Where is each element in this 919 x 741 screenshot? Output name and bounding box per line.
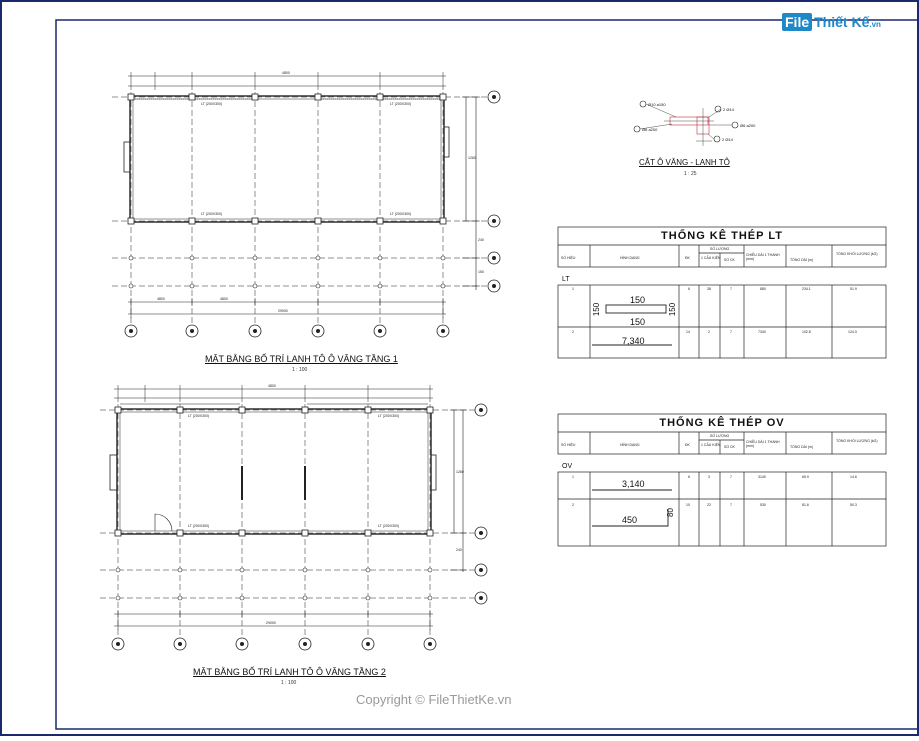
table-lt-header: HÌNH DẠNG <box>620 256 640 260</box>
section-rebar-label: 2 Ø14 <box>723 107 734 112</box>
logo-file-text: File <box>782 13 812 31</box>
section-title: CẮT Ô VĂNG - LANH TÔ <box>639 158 730 167</box>
table-lt-cell-no: 2 <box>572 330 574 334</box>
table-ov-header: SỐ LƯỢNG <box>710 434 730 438</box>
plan-1-bay-dim: 4800 <box>282 71 290 75</box>
plan-1-bay-dim: 4800 <box>157 297 165 301</box>
table-lt-cell-qty: 38 <box>707 287 711 291</box>
table-ov-shape-value: 450 <box>622 515 638 525</box>
table-lt-cell-dk: 6 <box>688 287 690 291</box>
section-scale: 1 : 25 <box>684 171 697 177</box>
table-ov-cell-no: 1 <box>572 475 574 479</box>
plan-2-beam-label: LT (200X300) <box>188 524 210 528</box>
table-lt-shape-value: 150 <box>630 295 646 305</box>
section-rebar-label: 2 Ø14 <box>722 137 733 142</box>
plan-1-beam-label: LT (200X300) <box>390 212 412 216</box>
section-rebar-label: Ø6 a200 <box>740 123 756 128</box>
table-lt-cell-total: 234.1 <box>802 287 811 291</box>
table-ov-cell-qty: 3 <box>708 475 710 479</box>
table-ov-cell-ck: 7 <box>730 475 732 479</box>
plan-1-beam-label: LT (200X300) <box>390 102 412 106</box>
plan-2-side-dim: 240 <box>456 548 462 552</box>
plan-2-beam-label: LT (200X300) <box>378 414 400 418</box>
table-lt-group-label: LT <box>562 276 570 283</box>
plan-2-bay-dim: 4800 <box>268 384 276 388</box>
table-lt-cell-len: 7340 <box>758 330 766 334</box>
table-ov-shape-value: 3,140 <box>622 479 645 489</box>
plan-1-bay-dim: 4800 <box>220 297 228 301</box>
table-ov-cell-total: 81.6 <box>802 503 809 507</box>
table-lt-header: SỐ LƯỢNG <box>710 247 730 251</box>
table-ov-title: THỐNG KÊ THÉP OV <box>659 417 785 429</box>
plan-2-beam-label: LT (200X300) <box>378 524 400 528</box>
plan-1-scale: 1 : 100 <box>292 367 308 373</box>
plan-1-beam-label: LT (200X300) <box>201 102 223 106</box>
plan-1-side-dim: 150 <box>478 270 484 274</box>
table-ov-cell-len: 530 <box>760 503 766 507</box>
table-lt-cell-weight: 51.9 <box>850 287 857 291</box>
table-ov-header: ĐK <box>685 443 690 447</box>
table-ov-cell-no: 2 <box>572 503 574 507</box>
table-lt-cell-total: 102.8 <box>802 330 811 334</box>
table-ov-header: SỐ HIỆU <box>561 443 576 447</box>
table-ov-cell-weight: 50.3 <box>850 503 857 507</box>
plan-2-title: MẶT BẰNG BỐ TRÍ LANH TÔ Ô VĂNG TẦNG 2 <box>193 667 386 677</box>
plan-1-title: MẶT BẰNG BỐ TRÍ LANH TÔ Ô VĂNG TẦNG 1 <box>205 354 398 364</box>
plan-1-side-dim: 1260 <box>468 156 476 160</box>
plan-2-beam-label: LT (200X300) <box>188 414 210 418</box>
copyright-watermark: Copyright © FileThietKe.vn <box>356 692 512 707</box>
logo-vn-text: .vn <box>869 20 881 29</box>
plan-2-drawing <box>100 385 478 638</box>
table-ov-shape-value: 80 <box>665 508 675 517</box>
table-lt-cell-dk: 14 <box>686 330 690 334</box>
table-lt-header: CHIỀU DÀI 1 THANH (mm) <box>746 253 780 261</box>
table-ov-header: TỔNG DÀI (m) <box>790 445 814 449</box>
table-ov-cell-weight: 14.6 <box>850 475 857 479</box>
plan-2-scale: 1 : 100 <box>281 680 297 686</box>
table-lt-cell-weight: 124.3 <box>848 330 857 334</box>
table-ov-header: CHIỀU DÀI 1 THANH (mm) <box>746 440 780 448</box>
table-ov-cell-len: 3140 <box>758 475 766 479</box>
plan-2-overall-dim: 29000 <box>266 621 276 625</box>
filethietke-logo <box>782 14 881 36</box>
section-rebar-label: Ø6 a200 <box>642 127 658 132</box>
table-lt-shape-value: 150 <box>592 302 602 317</box>
table-ov-cell-ck: 7 <box>730 503 732 507</box>
table-lt-header: SỐ CK <box>724 258 735 262</box>
table-lt-shape-value: 150 <box>630 317 646 327</box>
table-ov-cell-dk: 6 <box>688 475 690 479</box>
table-ov-group-label: OV <box>562 463 573 470</box>
table-ov-header: 1 CẤU KIỆN <box>701 443 721 447</box>
table-lt-title: THỐNG KÊ THÉP LT <box>661 230 783 242</box>
table-lt-cell-ck: 7 <box>730 330 732 334</box>
table-lt-cell-len: 880 <box>760 287 766 291</box>
table-ov-cell-dk: 10 <box>686 503 690 507</box>
table-ov-header: TỔNG KHỐI LƯỢNG (kG) <box>836 439 878 443</box>
table-ov-header: HÌNH DẠNG <box>620 443 640 447</box>
table-lt-header: SỐ HIỆU <box>561 256 576 260</box>
table-lt-header: TỔNG DÀI (m) <box>790 258 814 262</box>
table-ov-header: SỐ CK <box>724 445 735 449</box>
table-lt-header: ĐK <box>685 256 690 260</box>
table-lt-shape-value: 150 <box>668 302 678 317</box>
table-lt-header: 1 CẤU KIỆN <box>701 256 721 260</box>
plan-1-overall-dim: 29000 <box>278 309 288 313</box>
logo-thietke-text: Thiết Kế <box>814 14 870 30</box>
table-ov-cell-qty: 22 <box>707 503 711 507</box>
plan-1-beam-label: LT (200X300) <box>201 212 223 216</box>
table-lt-cell-no: 1 <box>572 287 574 291</box>
table-ov-cell-total: 65.9 <box>802 475 809 479</box>
plan-1-side-dim: 240 <box>478 238 484 242</box>
plan-1-drawing <box>112 72 490 325</box>
plan-2-side-dim: 1260 <box>456 470 464 474</box>
table-lt-cell-ck: 7 <box>730 287 732 291</box>
section-rebar-label: Ø10 a150 <box>648 102 666 107</box>
table-lt-cell-qty: 2 <box>708 330 710 334</box>
table-lt-header: TỔNG KHỐI LƯỢNG (kG) <box>836 252 878 256</box>
table-lt-shape-value: 7,340 <box>622 336 645 346</box>
